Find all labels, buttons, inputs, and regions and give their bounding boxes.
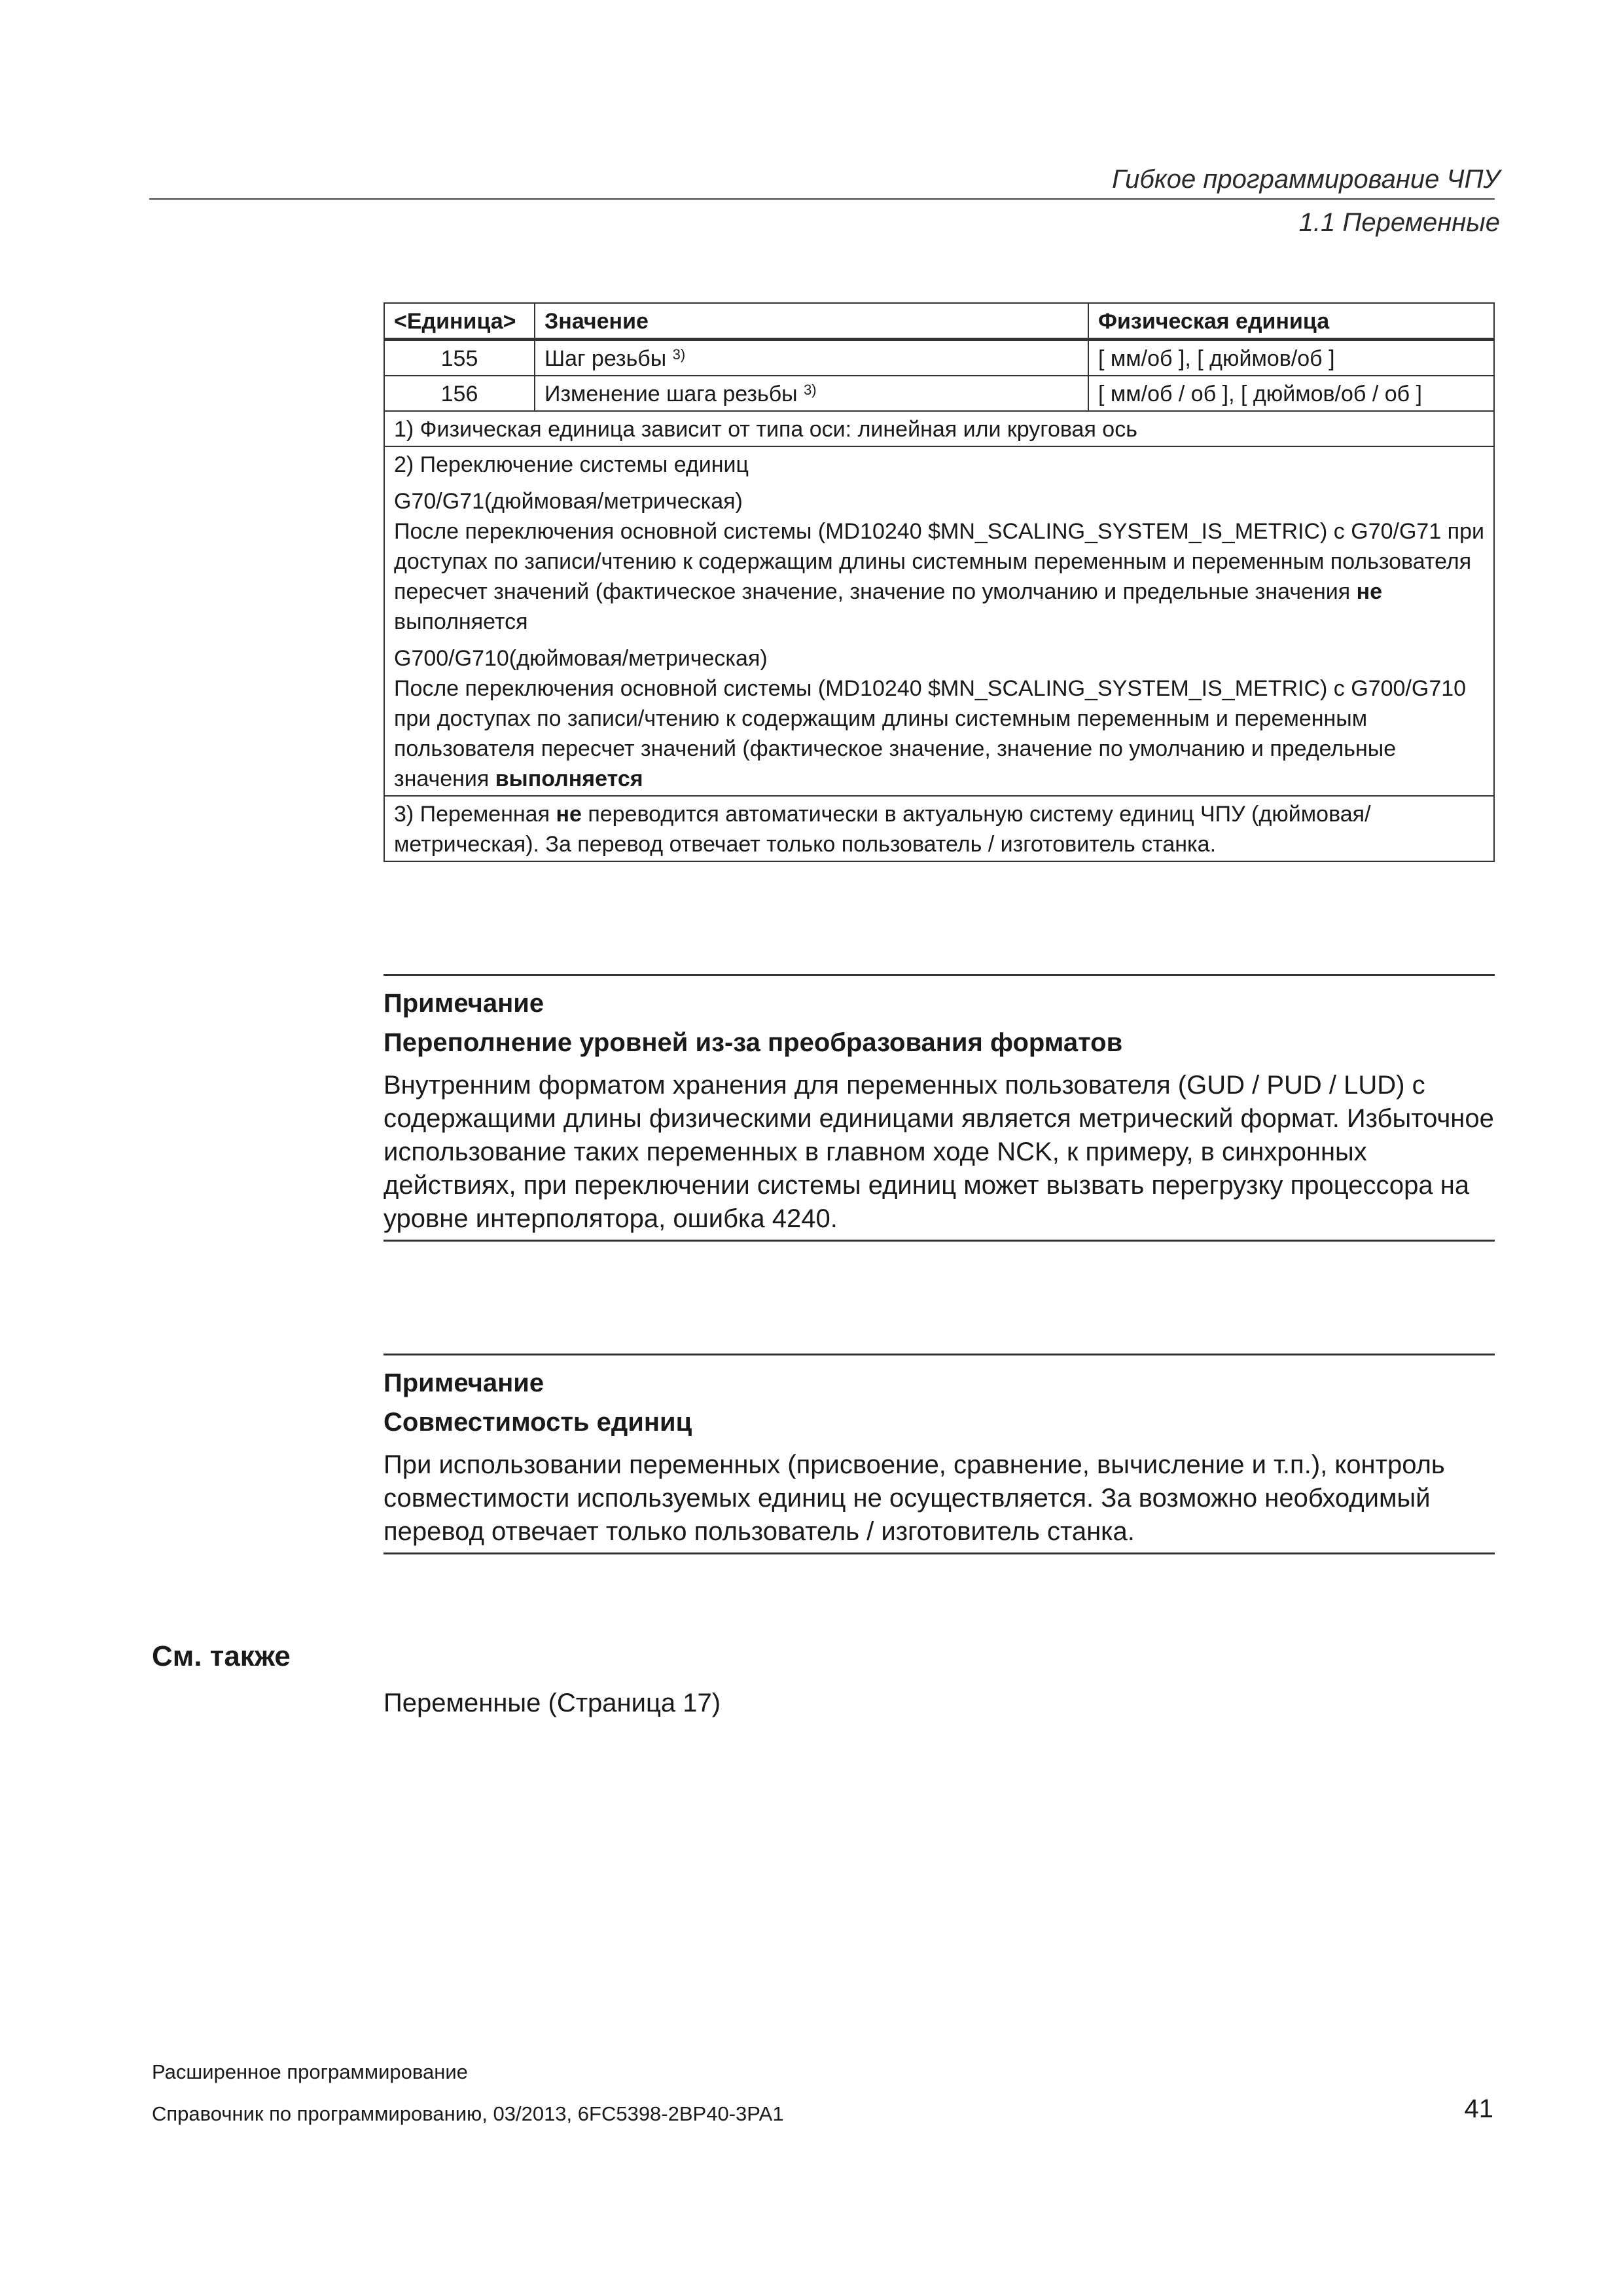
footnote-2-title: 2) Переключение системы единиц [394, 452, 749, 477]
value-text: Изменение шага резьбы [544, 382, 798, 406]
footnote-3: 3) Переменная не переводится автоматически в актуальную систему единиц ЧПУ (дюймовая/метрическая). За перевод отвечает только пользователь / изготовитель станка. [384, 796, 1494, 861]
running-header-section: 1.1 Переменные [1298, 208, 1500, 237]
see-also-link[interactable]: Переменные (Страница 17) [383, 1689, 721, 1717]
emphasis-text: выполняется [495, 766, 643, 791]
table-header-row [384, 303, 1494, 340]
footnote-ref: 3) [804, 382, 817, 398]
unit-cell: 155 [384, 340, 535, 376]
footnote-row-2 [384, 446, 1494, 796]
footnote-ref: 3) [672, 346, 686, 363]
column-header-value: Значение [535, 303, 1088, 340]
g700-title: G700/G710(дюймовая/метрическая) [394, 646, 768, 671]
footnote-row-1 [384, 411, 1494, 446]
header-rule [149, 198, 1495, 200]
footer-book-title: Расширенное программирование [152, 2060, 468, 2083]
value-cell [535, 376, 1088, 411]
units-table [383, 302, 1495, 862]
note-title: Примечание [383, 989, 544, 1018]
g70-description: После переключения основной системы (MD10240 $MN_SCALING_SYSTEM_IS_METRIC) с G70/G71 при доступах по записи/чтению к содержащим длины системным переменным и переменным пользователя пересчет значений (фактическое значение, значение по умолчанию и предельные значения не выполняется [394, 519, 1484, 634]
column-header-unit: <Единица> [384, 303, 535, 340]
footer-manual-info: Справочник по программированию, 03/2013, 6FC5398-2BP40-3PA1 [152, 2102, 784, 2125]
note-subtitle: Совместимость единиц [383, 1408, 692, 1437]
running-header-title: Гибкое программирование ЧПУ [1112, 165, 1500, 194]
note-title: Примечание [383, 1369, 544, 1397]
note-body: Внутренним форматом хранения для переменных пользователя (GUD / PUD / LUD) с содержащими длины физическими единицами является метрический формат. Избыточное использование таких переменных в главном ходе NCK, к примеру, в синхронных действиях, при переключении системы единиц может вызвать перегрузку процессора на уровне интерполятора, ошибка 4240. [383, 1071, 1494, 1233]
table-row [384, 376, 1494, 411]
g700-description: После переключения основной системы (MD10240 $MN_SCALING_SYSTEM_IS_METRIC) с G700/G710 при доступах по записи/чтению к содержащим длины системным переменным и переменным пользователя пересчет значений (фактическое значение, значение по умолчанию и предельные значения выполняется [394, 676, 1467, 791]
value-text: Шаг резьбы [544, 346, 667, 371]
note-body: При использовании переменных (присвоение, сравнение, вычисление и т.п.), контроль совместимости используемых единиц не осуществляется. За возможно необходимый перевод отвечает только пользователь / изготовитель станка. [383, 1450, 1445, 1546]
table-row [384, 340, 1494, 376]
see-also-heading: См. также [152, 1640, 291, 1672]
value-cell [535, 340, 1088, 376]
footnote-2 [384, 446, 1494, 796]
physical-unit-cell: [ мм/об / об ], [ дюймов/об / об ] [1088, 376, 1494, 411]
emphasis-text: не [556, 802, 582, 827]
page-number: 41 [1464, 2094, 1493, 2123]
footnote-row-3 [384, 796, 1494, 861]
emphasis-text: не [1356, 579, 1383, 604]
note-box-format-overflow [383, 974, 1495, 1242]
note-subtitle: Переполнение уровней из-за преобразования форматов [383, 1028, 1123, 1057]
note-box-unit-compatibility [383, 1354, 1495, 1554]
unit-cell: 156 [384, 376, 535, 411]
physical-unit-cell: [ мм/об ], [ дюймов/об ] [1088, 340, 1494, 376]
footnote-1: 1) Физическая единица зависит от типа оси: линейная или круговая ось [384, 411, 1494, 446]
g70-title: G70/G71(дюймовая/метрическая) [394, 489, 743, 514]
column-header-physical-unit: Физическая единица [1088, 303, 1494, 340]
